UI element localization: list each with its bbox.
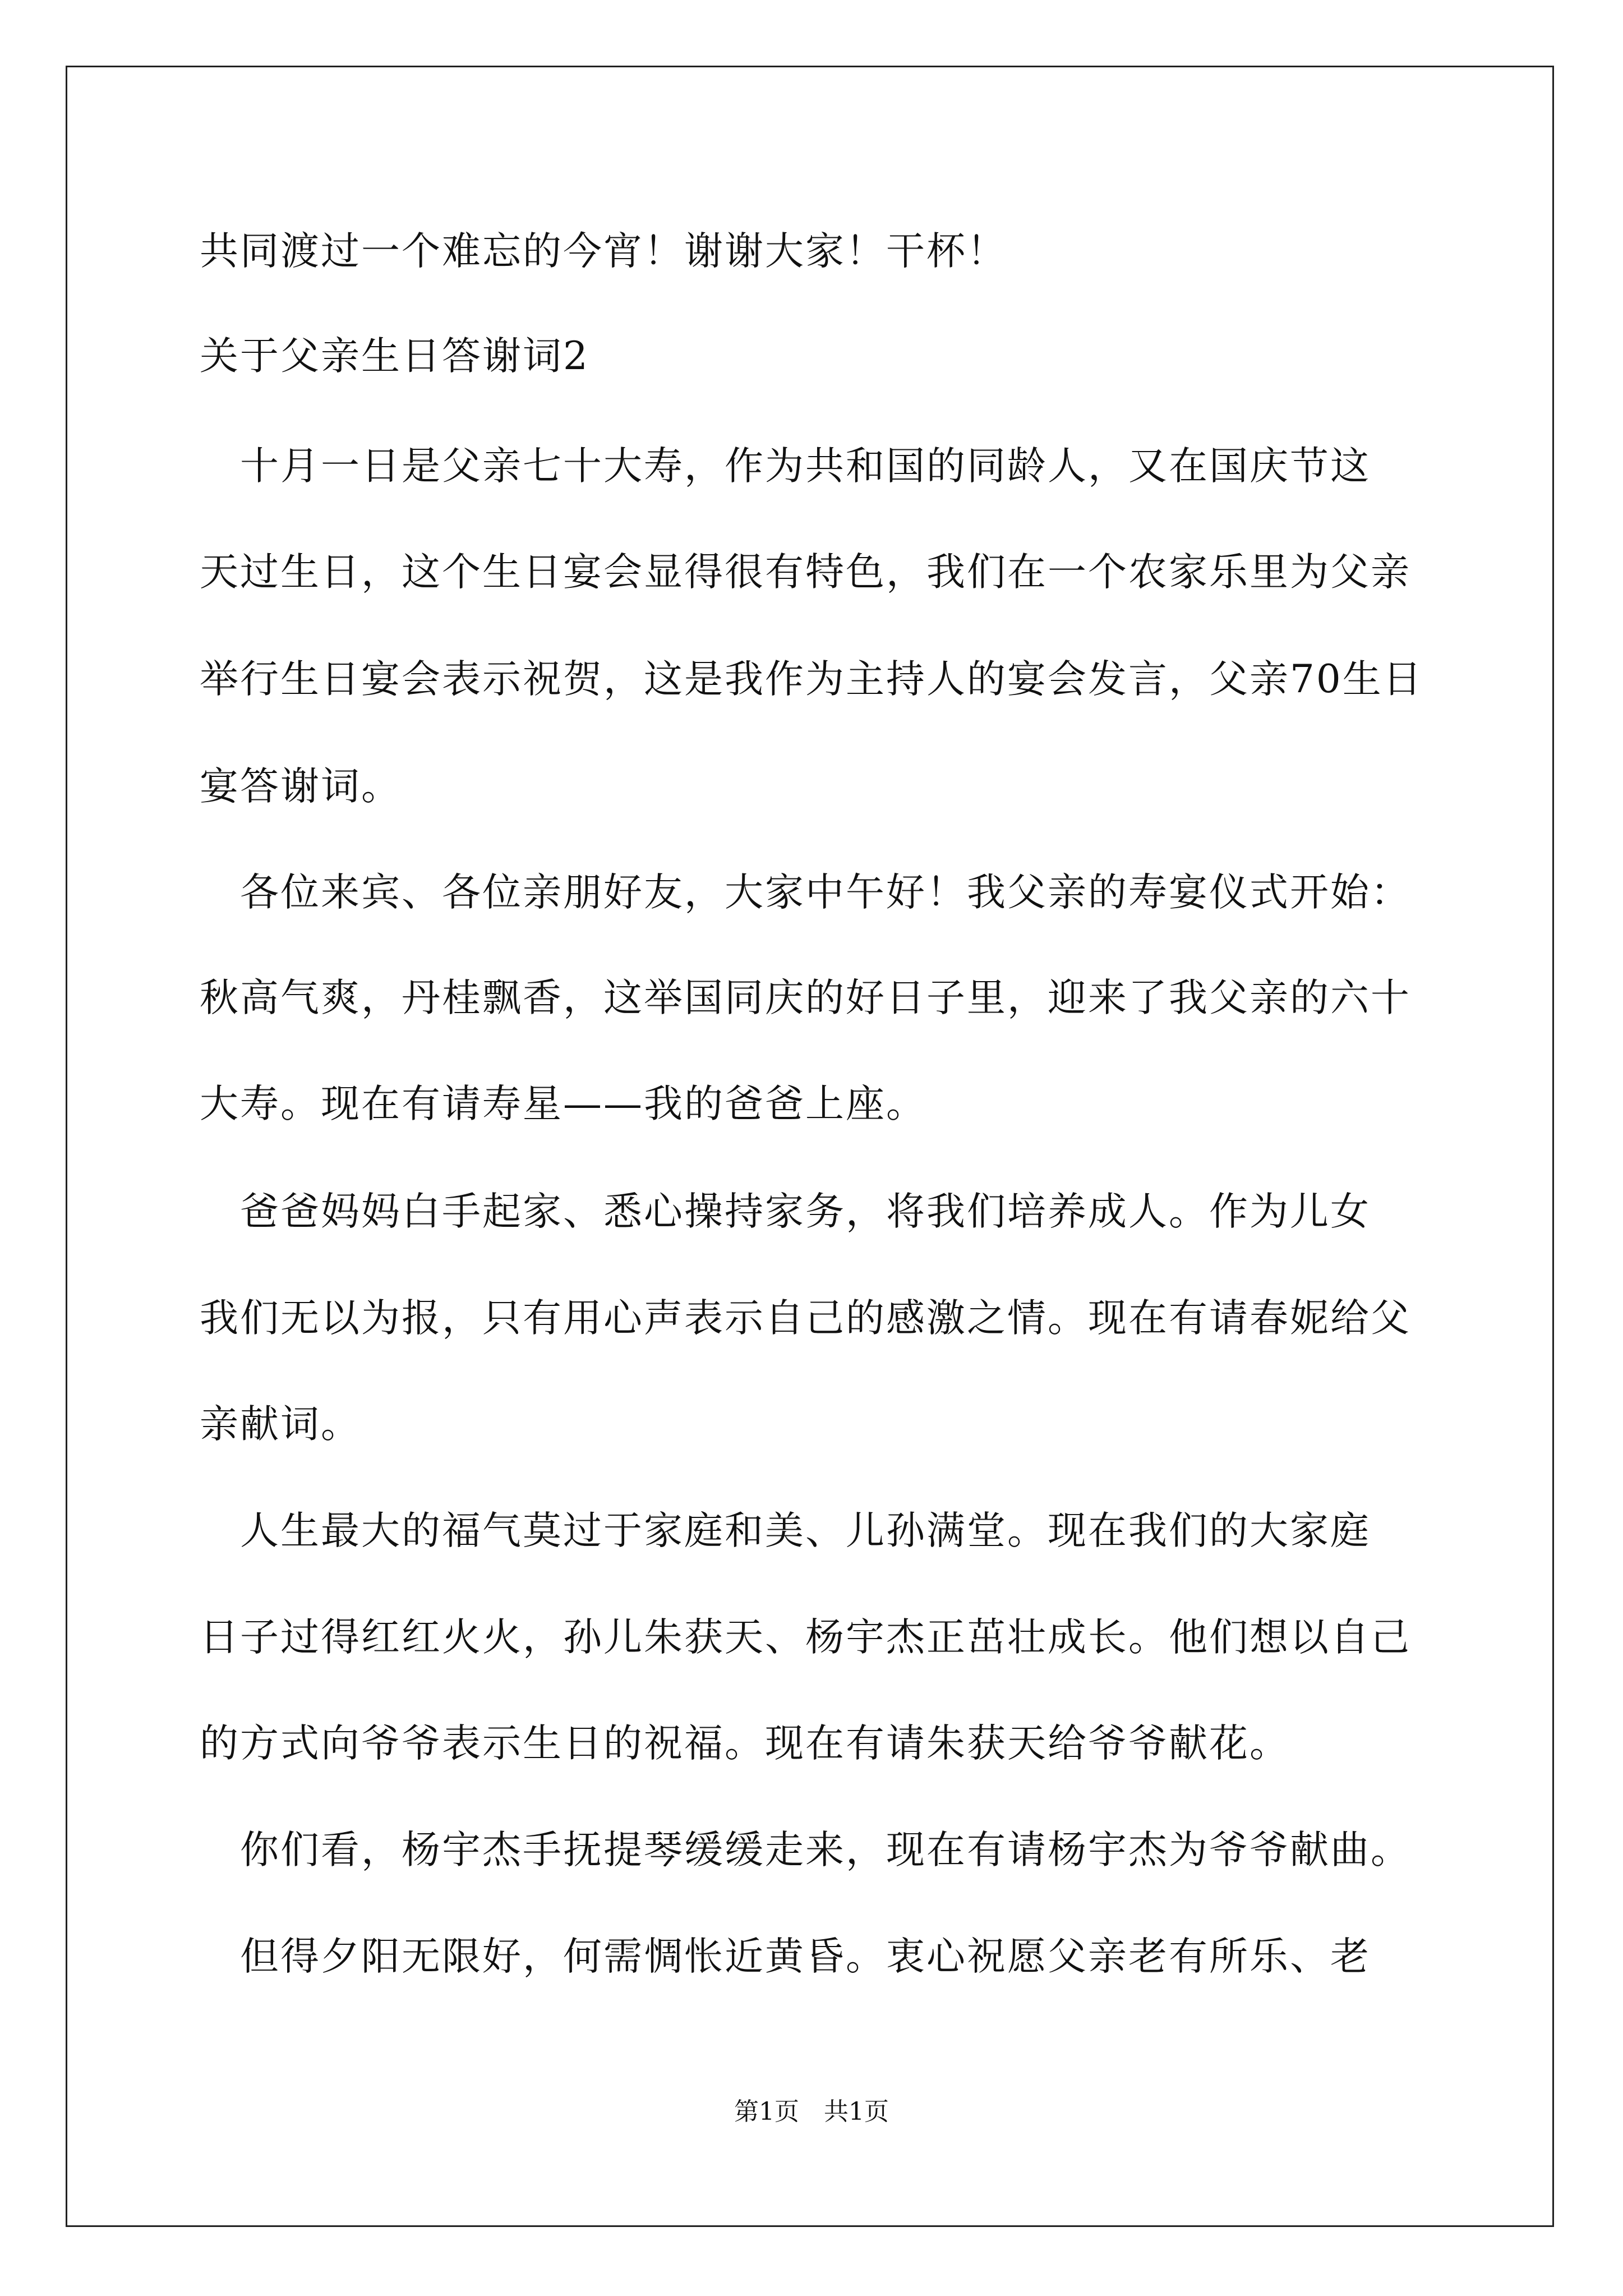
page-footer: 第1页 共1页 <box>734 2097 889 2126</box>
text-line: 共同渡过一个难忘的今宵！谢谢大家！干杯！ <box>200 229 1007 274</box>
text-line: 但得夕阳无限好，何需惆怅近黄昏。衷心祝愿父亲老有所乐、老 <box>200 1934 1371 1979</box>
text-line: 人生最大的福气莫过于家庭和美、儿孙满堂。现在我们的大家庭 <box>200 1508 1371 1553</box>
text-line: 秋高气爽，丹桂飘香，这举国同庆的好日子里，迎来了我父亲的六十 <box>200 976 1411 1020</box>
text-line: 亲献词。 <box>200 1402 361 1447</box>
section-title: 关于父亲生日答谢词2 <box>200 334 589 379</box>
page-border <box>66 66 1554 2227</box>
text-line: 举行生日宴会表示祝贺，这是我作为主持人的宴会发言，父亲70生日 <box>200 657 1423 702</box>
text-line: 的方式向爷爷表示生日的祝福。现在有请朱获天给爷爷献花。 <box>200 1721 1290 1766</box>
text-line: 十月一日是父亲七十大寿，作为共和国的同龄人，又在国庆节这 <box>200 444 1371 489</box>
text-line: 我们无以为报，只有用心声表示自己的感激之情。现在有请春妮给父 <box>200 1296 1411 1341</box>
text-line: 你们看，杨宇杰手抚提琴缓缓走来，现在有请杨宇杰为爷爷献曲。 <box>200 1828 1411 1872</box>
text-line: 爸爸妈妈白手起家、悉心操持家务，将我们培养成人。作为儿女 <box>200 1189 1371 1234</box>
text-line: 日子过得红红火火，孙儿朱获天、杨宇杰正茁壮成长。他们想以自己 <box>200 1615 1411 1660</box>
text-line: 大寿。现在有请寿星——我的爸爸上座。 <box>200 1082 926 1126</box>
text-line: 各位来宾、各位亲朋好友，大家中午好！我父亲的寿宴仪式开始： <box>200 870 1411 915</box>
text-line: 天过生日，这个生日宴会显得很有特色，我们在一个农家乐里为父亲 <box>200 550 1411 595</box>
text-line: 宴答谢词。 <box>200 764 402 809</box>
